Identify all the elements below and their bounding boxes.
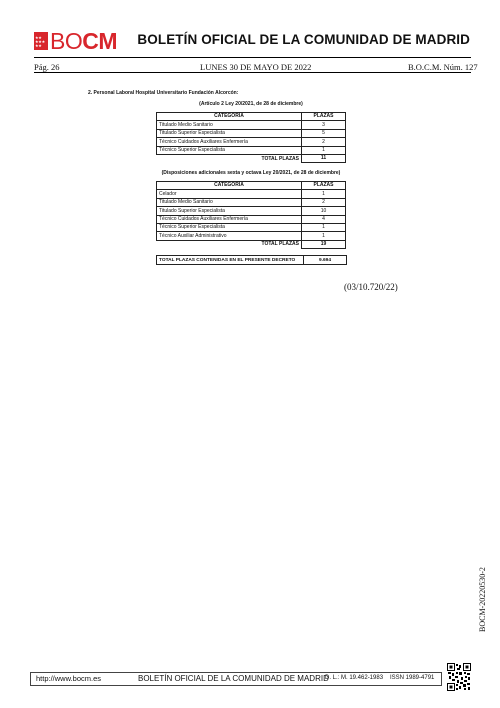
table-row [157,198,346,206]
table-row [157,223,346,231]
issue-number: B.O.C.M. Núm. 127 [408,62,478,72]
grand-total-row [157,256,347,265]
plazas-cell: 4 [302,215,346,223]
category-cell: Celador [157,190,302,198]
category-cell: Titulado Superior Especialista [157,129,302,137]
category-cell: Técnico Auxiliar Administrativo [157,232,302,240]
category-cell: Técnico Superior Especialista [157,223,302,231]
header-divider [34,57,471,58]
table-row [157,190,346,198]
total-label: TOTAL PLAZAS [157,154,302,162]
logo-text: BOCM [50,28,118,54]
publication-date: LUNES 30 DE MAYO DE 2022 [200,62,312,72]
madrid-flag-icon: ★★ ★★★ ★★ [34,32,48,50]
table1-caption: (Artículo 2 Ley 20/2021, de 28 de diciembre) [199,101,303,107]
total-value: 19 [302,240,346,248]
plazas-cell: 1 [302,146,346,154]
plazas-cell: 1 [302,190,346,198]
category-cell: Técnico Cuidados Auxiliares Enfermería [157,215,302,223]
subheader-divider [34,72,471,73]
grand-total-value: 9.694 [304,256,347,265]
footer-legal-deposit: D. L.: M. 19.462-1983 [325,675,384,681]
grand-total-table [156,255,347,265]
plazas-cell: 1 [302,232,346,240]
footer-title: BOLETÍN OFICIAL DE LA COMUNIDAD DE MADRID [138,674,329,683]
table2 [156,181,346,249]
column-header: CATEGORÍA [157,113,302,121]
table-header-row [157,113,346,121]
page-number: Pág. 26 [34,62,60,72]
plazas-cell: 10 [302,207,346,215]
total-row [157,154,346,162]
category-cell: Técnico Cuidados Auxiliares Enfermería [157,138,302,146]
side-document-code: BOCM-20220530-2 [478,567,487,632]
table2-caption: (Disposiciones adicionales sexta y octava Ley 20/2021, de 28 de diciembre) [161,170,341,176]
table1 [156,112,346,163]
section-title: 2. Personal Laboral Hospital Universitario Fundación Alcorcón: [88,90,239,96]
grand-total-label: TOTAL PLAZAS CONTENIDAS EN EL PRESENTE DECRETO [157,256,304,265]
total-value: 11 [302,154,346,162]
total-label: TOTAL PLAZAS [157,240,302,248]
page-title: BOLETÍN OFICIAL DE LA COMUNIDAD DE MADRID [137,32,470,47]
plazas-cell: 2 [302,198,346,206]
category-cell: Titulado Superior Especialista [157,207,302,215]
plazas-cell: 3 [302,121,346,129]
total-row [157,240,346,248]
table-row [157,138,346,146]
category-cell: Titulado Medio Sanitario [157,121,302,129]
table-header-row [157,182,346,190]
reference-code: (03/10.720/22) [344,282,398,292]
table-row [157,146,346,154]
category-cell: Titulado Medio Sanitario [157,198,302,206]
table-row [157,207,346,215]
category-cell: Técnico Superior Especialista [157,146,302,154]
column-header: PLAZAS [302,182,346,190]
table-row [157,129,346,137]
table-row [157,121,346,129]
column-header: PLAZAS [302,113,346,121]
qr-code-icon [447,663,471,691]
plazas-cell: 2 [302,138,346,146]
table-row [157,215,346,223]
plazas-cell: 5 [302,129,346,137]
plazas-cell: 1 [302,223,346,231]
column-header: CATEGORÍA [157,182,302,190]
table-row [157,232,346,240]
footer-url-link[interactable]: http://www.bocm.es [36,674,102,683]
footer-issn: ISSN 1989-4791 [390,675,435,681]
bocm-logo [34,30,117,52]
